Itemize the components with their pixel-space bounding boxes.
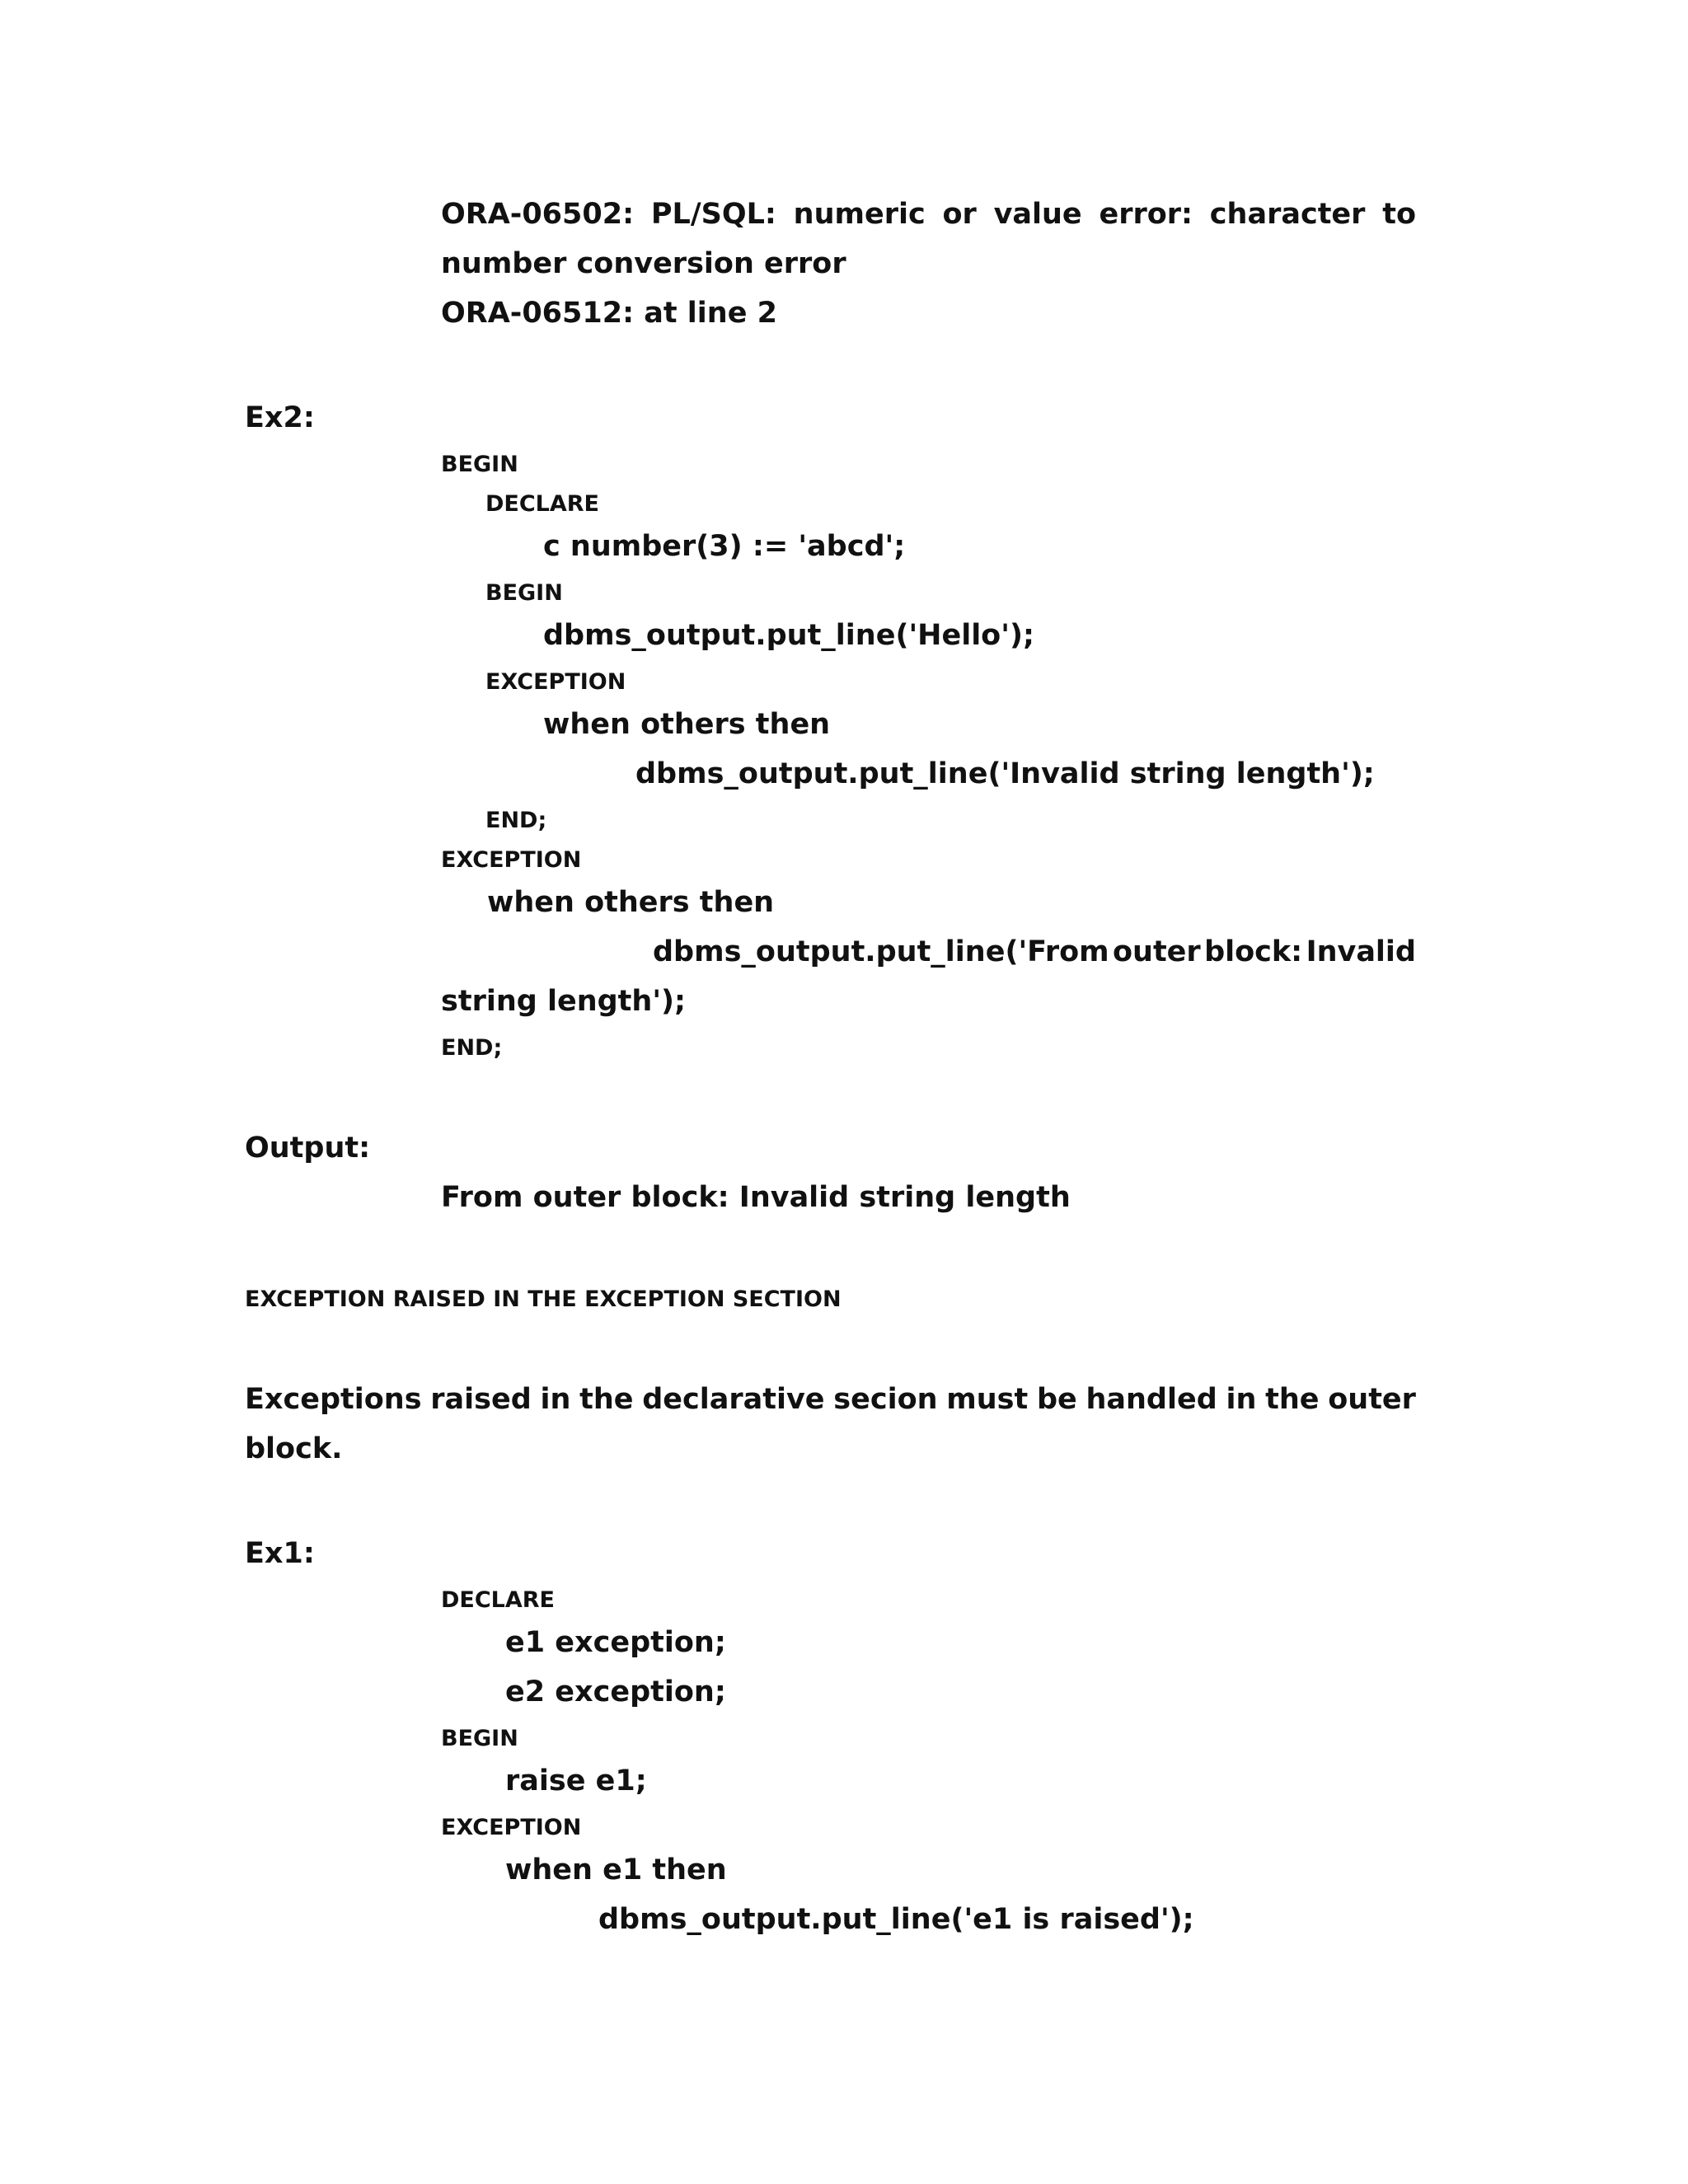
word: the: [579, 1383, 634, 1416]
section-heading: EXCEPTION RAISED IN THE EXCEPTION SECTION: [245, 1286, 842, 1312]
word: outer: [1112, 935, 1201, 968]
output-label: Output:: [245, 1132, 371, 1165]
error-line-1: [441, 200, 1416, 229]
word: Invalid: [1306, 935, 1416, 968]
ex1-code-line: BEGIN: [441, 1726, 518, 1751]
word: to: [1382, 198, 1416, 231]
ex2-code-line: dbms_output.put_line('Invalid string length');: [635, 757, 1375, 790]
ex2-code-line: DECLARE: [485, 491, 600, 517]
word: or: [942, 198, 977, 231]
word: must: [946, 1383, 1029, 1416]
word: outer: [1328, 1383, 1416, 1416]
ex2-code-line: BEGIN: [485, 580, 563, 606]
ex2-code-line: dbms_output.put_line('Hello');: [543, 619, 1034, 652]
word: handled: [1085, 1383, 1217, 1416]
word: character: [1209, 198, 1366, 231]
ex2-code-line: END;: [485, 808, 547, 833]
word: numeric: [793, 198, 926, 231]
ex2-label: Ex2:: [245, 401, 315, 434]
word: be: [1036, 1383, 1077, 1416]
ex1-code-line: EXCEPTION: [441, 1815, 582, 1840]
word: the: [1265, 1383, 1320, 1416]
ex2-code-line: [653, 935, 1416, 968]
ex2-code-line: c number(3) := 'abcd';: [543, 530, 906, 563]
ex2-code-line: END;: [441, 1035, 503, 1061]
word: value: [993, 198, 1082, 231]
error-line-2: number conversion error: [441, 247, 846, 280]
word: Exceptions: [245, 1383, 422, 1416]
ex1-code-line: e1 exception;: [505, 1626, 726, 1659]
error-line-3: ORA-06512: at line 2: [441, 297, 777, 330]
word: in: [1226, 1383, 1257, 1416]
paragraph-line-1: [245, 1385, 1416, 1414]
word: declarative: [642, 1383, 825, 1416]
ex1-label: Ex1:: [245, 1537, 315, 1570]
ex2-code-line: when others then: [543, 708, 831, 741]
ex1-code-line: dbms_output.put_line('e1 is raised');: [598, 1903, 1194, 1936]
ex2-code-line: EXCEPTION: [441, 847, 582, 873]
word: error:: [1099, 198, 1193, 231]
ex1-code-line: raise e1;: [505, 1765, 647, 1797]
ex2-code-line: when others then: [487, 886, 775, 919]
word: secion: [833, 1383, 938, 1416]
word: ORA-06502:: [441, 198, 635, 231]
output-text: From outer block: Invalid string length: [441, 1181, 1071, 1214]
word: PL/SQL:: [650, 198, 776, 231]
ex1-code-line: e2 exception;: [505, 1675, 726, 1708]
word: dbms_output.put_line('From: [653, 935, 1109, 968]
word: block:: [1204, 935, 1303, 968]
ex2-code-line: BEGIN: [441, 452, 518, 477]
word: raised: [430, 1383, 532, 1416]
ex1-code-line: DECLARE: [441, 1587, 556, 1613]
ex2-code-line: EXCEPTION: [485, 669, 626, 695]
word: in: [540, 1383, 571, 1416]
ex2-code-line: string length');: [441, 985, 687, 1018]
paragraph-line-2: block.: [245, 1432, 343, 1465]
ex1-code-line: when e1 then: [505, 1854, 727, 1886]
